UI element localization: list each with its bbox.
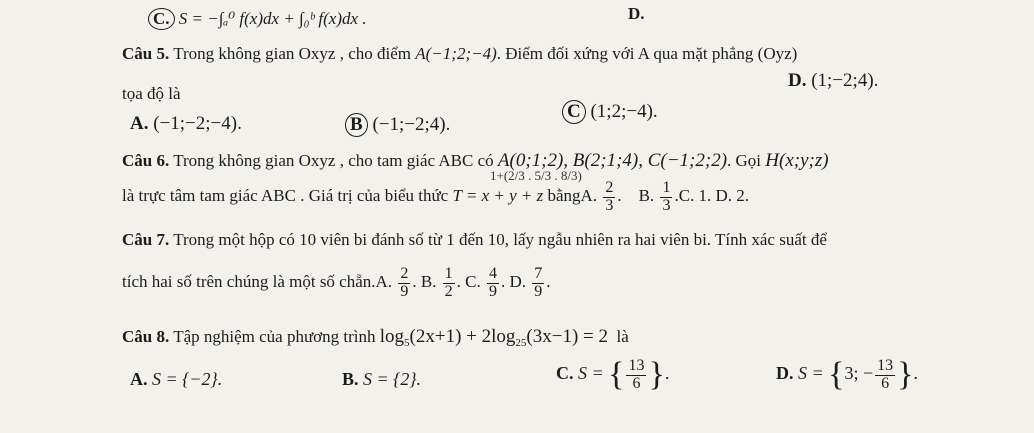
option-c-prefix: S = [578,363,604,384]
question-7-fraction-a: $\frac{2}{9}$ [400,265,409,300]
option-a-value: (−1;−2;−4). [153,113,242,134]
brace-open: { [828,356,845,393]
question-6-line2-text: là trực tâm tam giác ABC . Giá trị của biểu thức [122,186,449,206]
question-6-text: Trong không gian Oxyz , cho tam giác ABC có [173,151,494,170]
brace-close: } [897,356,914,393]
option-d-prefix: S = [798,363,824,384]
question-6-goi: . Gọi [727,151,762,170]
question-7-option-d-label: . D. [501,272,527,292]
question-8-option-d: D. S = {3; − $\frac{13}{6}$ }. [776,356,918,393]
option-c-value: (1;2;−4). [590,101,658,122]
question-6-fraction-a: $\frac{2}{3}$ [605,179,614,214]
question-8-label: Câu 8. [122,327,170,346]
question-7-line2 [122,266,551,301]
option-d-mid: 3; − [844,363,874,384]
question-8-text: Tập nghiệm của phương trình [173,327,376,346]
option-a-value: S = {−2}. [152,369,223,389]
question-7-fraction-d: $\frac{7}{9}$ [534,265,543,300]
question-5-line2: tọa độ là [122,84,181,103]
question-5-label: Câu 5. [122,44,170,63]
question-6-rest: .C. 1. D. 2. [674,186,750,206]
question-6-points: A(0;1;2), B(2;1;4), C(−1;2;2) [497,150,728,171]
option-b-value: S = {2}. [363,369,422,389]
question-6 [122,150,829,172]
prev-answer-d-label: D. [628,4,645,23]
option-d-value: (1;−2;4). [811,70,879,91]
question-7-fraction-b: $\frac{1}{2}$ [444,265,453,300]
question-6-label: Câu 6. [122,151,170,170]
question-7-fraction-c: $\frac{4}{9}$ [489,265,497,300]
question-7-text: Trong một hộp có 10 viên bi đánh số từ 1 đến 10, lấy ngẫu nhiên ra hai viên bi. Tính xác suất để [173,230,827,249]
question-5-text: Trong không gian Oxyz , cho điểm [173,44,412,63]
question-8-option-c: C. S = { $\frac{13}{6}$ }. [556,356,670,393]
question-5-option-c [562,100,658,124]
question-5-point: A(−1;2;−4) [415,44,497,63]
prev-answer-c [148,8,367,30]
question-5-tail: . Điểm đối xứng với A qua mặt phẳng (Oyz) [496,44,798,63]
question-6-h: H(x;y;z) [765,150,829,171]
answer-c-formula: S = −∫ₐ⁰ f(x)dx + ∫₀ᵇ f(x)dx . [178,9,367,28]
handwritten-note: 1+(2/3 . 5/3 . 8/3) [490,168,582,183]
option-c-fraction: $\frac{13}{6}$ [628,356,645,392]
question-8-la: là [616,327,629,346]
question-7-end: . [546,272,551,292]
question-5 [122,44,797,64]
question-6-option-b-label: B. [638,186,655,206]
option-c-label: C [562,100,586,124]
question-7-label: Câu 7. [122,230,170,249]
brace-open: { [608,356,625,393]
option-d-fraction: $\frac{13}{6}$ [877,356,894,392]
option-b-label: B [345,113,368,137]
question-6-bang: bằngA. [547,186,598,206]
question-5-option-d [788,70,878,92]
question-5-option-a [130,113,242,135]
question-7-option-c-label: . C. [456,272,481,292]
question-7-option-b-label: . B. [412,272,437,292]
question-7-line2-text: tích hai số trên chúng là một số chẵn.A. [122,272,393,292]
question-5-option-b [345,113,450,137]
option-d-label: D. [788,70,807,91]
option-b-value: (−1;−2;4). [372,114,451,135]
question-8 [122,326,629,349]
question-6-line2: là trực tâm tam giác ABC . Giá trị của biểu thức T = x + y + z bằngA. $\frac{2}{3}$ . B. $\frac{1}{3}$ .C. 1. D. 2. [122,179,750,214]
question-8-option-a [130,369,222,390]
question-6-expr: T = x + y + z [452,186,544,206]
option-a-label: A. [130,369,148,389]
question-8-equation: $\log_5(2x+1) + 2\log_{25}(3x-1) = 2$ [379,326,609,349]
option-c-label: C. [556,363,574,384]
question-7 [122,230,827,250]
brace-close: } [648,356,665,393]
option-a-label: A. [130,113,149,134]
question-6-fraction-b: $\frac{1}{3}$ [662,179,671,214]
answer-c-circle: C. [148,8,175,30]
question-8-option-b [342,369,421,390]
option-b-label: B. [342,369,359,389]
option-d-label: D. [776,363,794,384]
